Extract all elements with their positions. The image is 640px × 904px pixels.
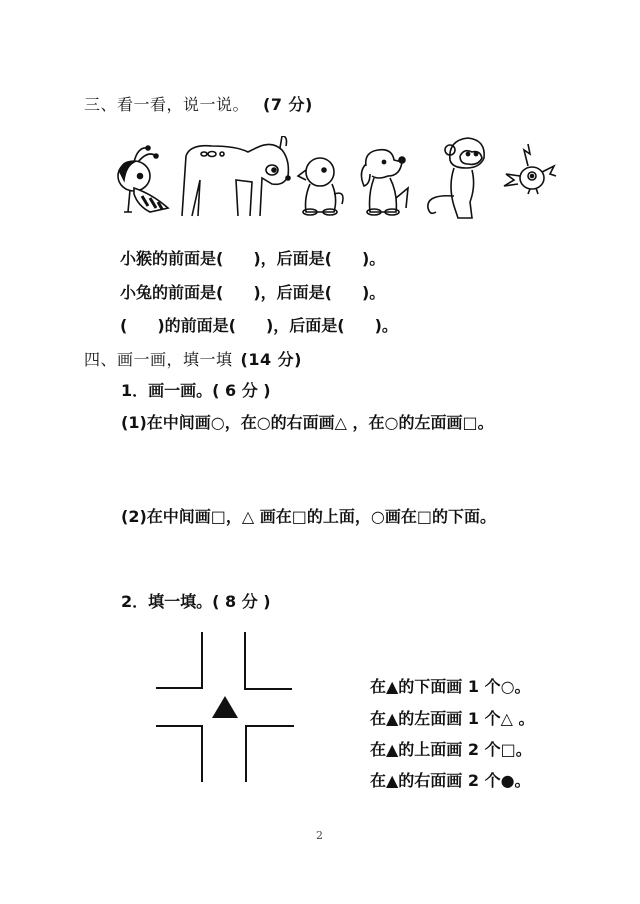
- q2-part-a: 小兔的前面是(: [120, 283, 224, 302]
- q3-pre: (: [120, 316, 128, 335]
- road-corner-top-left: [156, 632, 202, 688]
- question-rabbit-line: [120, 280, 385, 303]
- puppy-illustration: [292, 136, 352, 220]
- question-monkey-line: [120, 246, 385, 269]
- deer-illustration: [176, 136, 296, 220]
- question-blank-animal-line: [120, 313, 398, 336]
- road-corner-bottom-left: [156, 726, 202, 782]
- fill-instruction-4: 在▲的右面画 2 个●。: [370, 771, 531, 790]
- part-1-title: 1．画一画。( 6 分 ): [121, 381, 271, 400]
- q3-part-b: )，后面是(: [265, 316, 345, 335]
- bird-illustration: [502, 136, 558, 220]
- part-2-title: 2．填一填。( 8 分 ): [121, 592, 271, 611]
- q1-part-c: )。: [361, 249, 386, 268]
- section-3-score: (7 分): [263, 95, 313, 114]
- section-3-title: 三、看一看，说一说。: [84, 95, 250, 114]
- q1-part-a: 小猴的前面是(: [120, 249, 224, 268]
- part-1-question-1: (1)在中间画○，在○的右面画△ ，在○的左面画□。: [121, 413, 494, 432]
- q3-part-a: )的前面是(: [157, 316, 236, 335]
- section-4-title: 四、画一画，填一填: [84, 350, 233, 369]
- section-4-score: (14 分): [240, 350, 302, 369]
- animal-lineup-illustration: [108, 136, 558, 220]
- road-corner-bottom-right: [246, 726, 294, 782]
- page-number: 2: [316, 829, 323, 842]
- fill-instruction-2: 在▲的左面画 1 个△ 。: [370, 709, 535, 728]
- road-corner-top-right: [245, 632, 292, 689]
- section-4-heading: [84, 347, 302, 370]
- dog-illustration: [354, 136, 418, 220]
- part-1-question-2: (2)在中间画□，△ 画在□的上面，○画在□的下面。: [121, 507, 496, 526]
- crossroads-diagram[interactable]: [150, 630, 310, 785]
- fill-instruction-3: 在▲的上面画 2 个□。: [370, 740, 532, 759]
- drawing-area-2[interactable]: [121, 530, 521, 580]
- monkey-illustration: [420, 136, 500, 220]
- fill-instruction-1: 在▲的下面画 1 个○。: [370, 677, 531, 696]
- bee-illustration: [108, 136, 178, 220]
- center-triangle-icon: [212, 696, 238, 718]
- q2-part-b: )，后面是(: [253, 283, 332, 302]
- drawing-area-1[interactable]: [121, 436, 521, 496]
- q2-part-c: )。: [361, 283, 386, 302]
- section-3-heading: [84, 92, 313, 115]
- q1-part-b: )，后面是(: [253, 249, 332, 268]
- q3-part-c: )。: [374, 316, 398, 335]
